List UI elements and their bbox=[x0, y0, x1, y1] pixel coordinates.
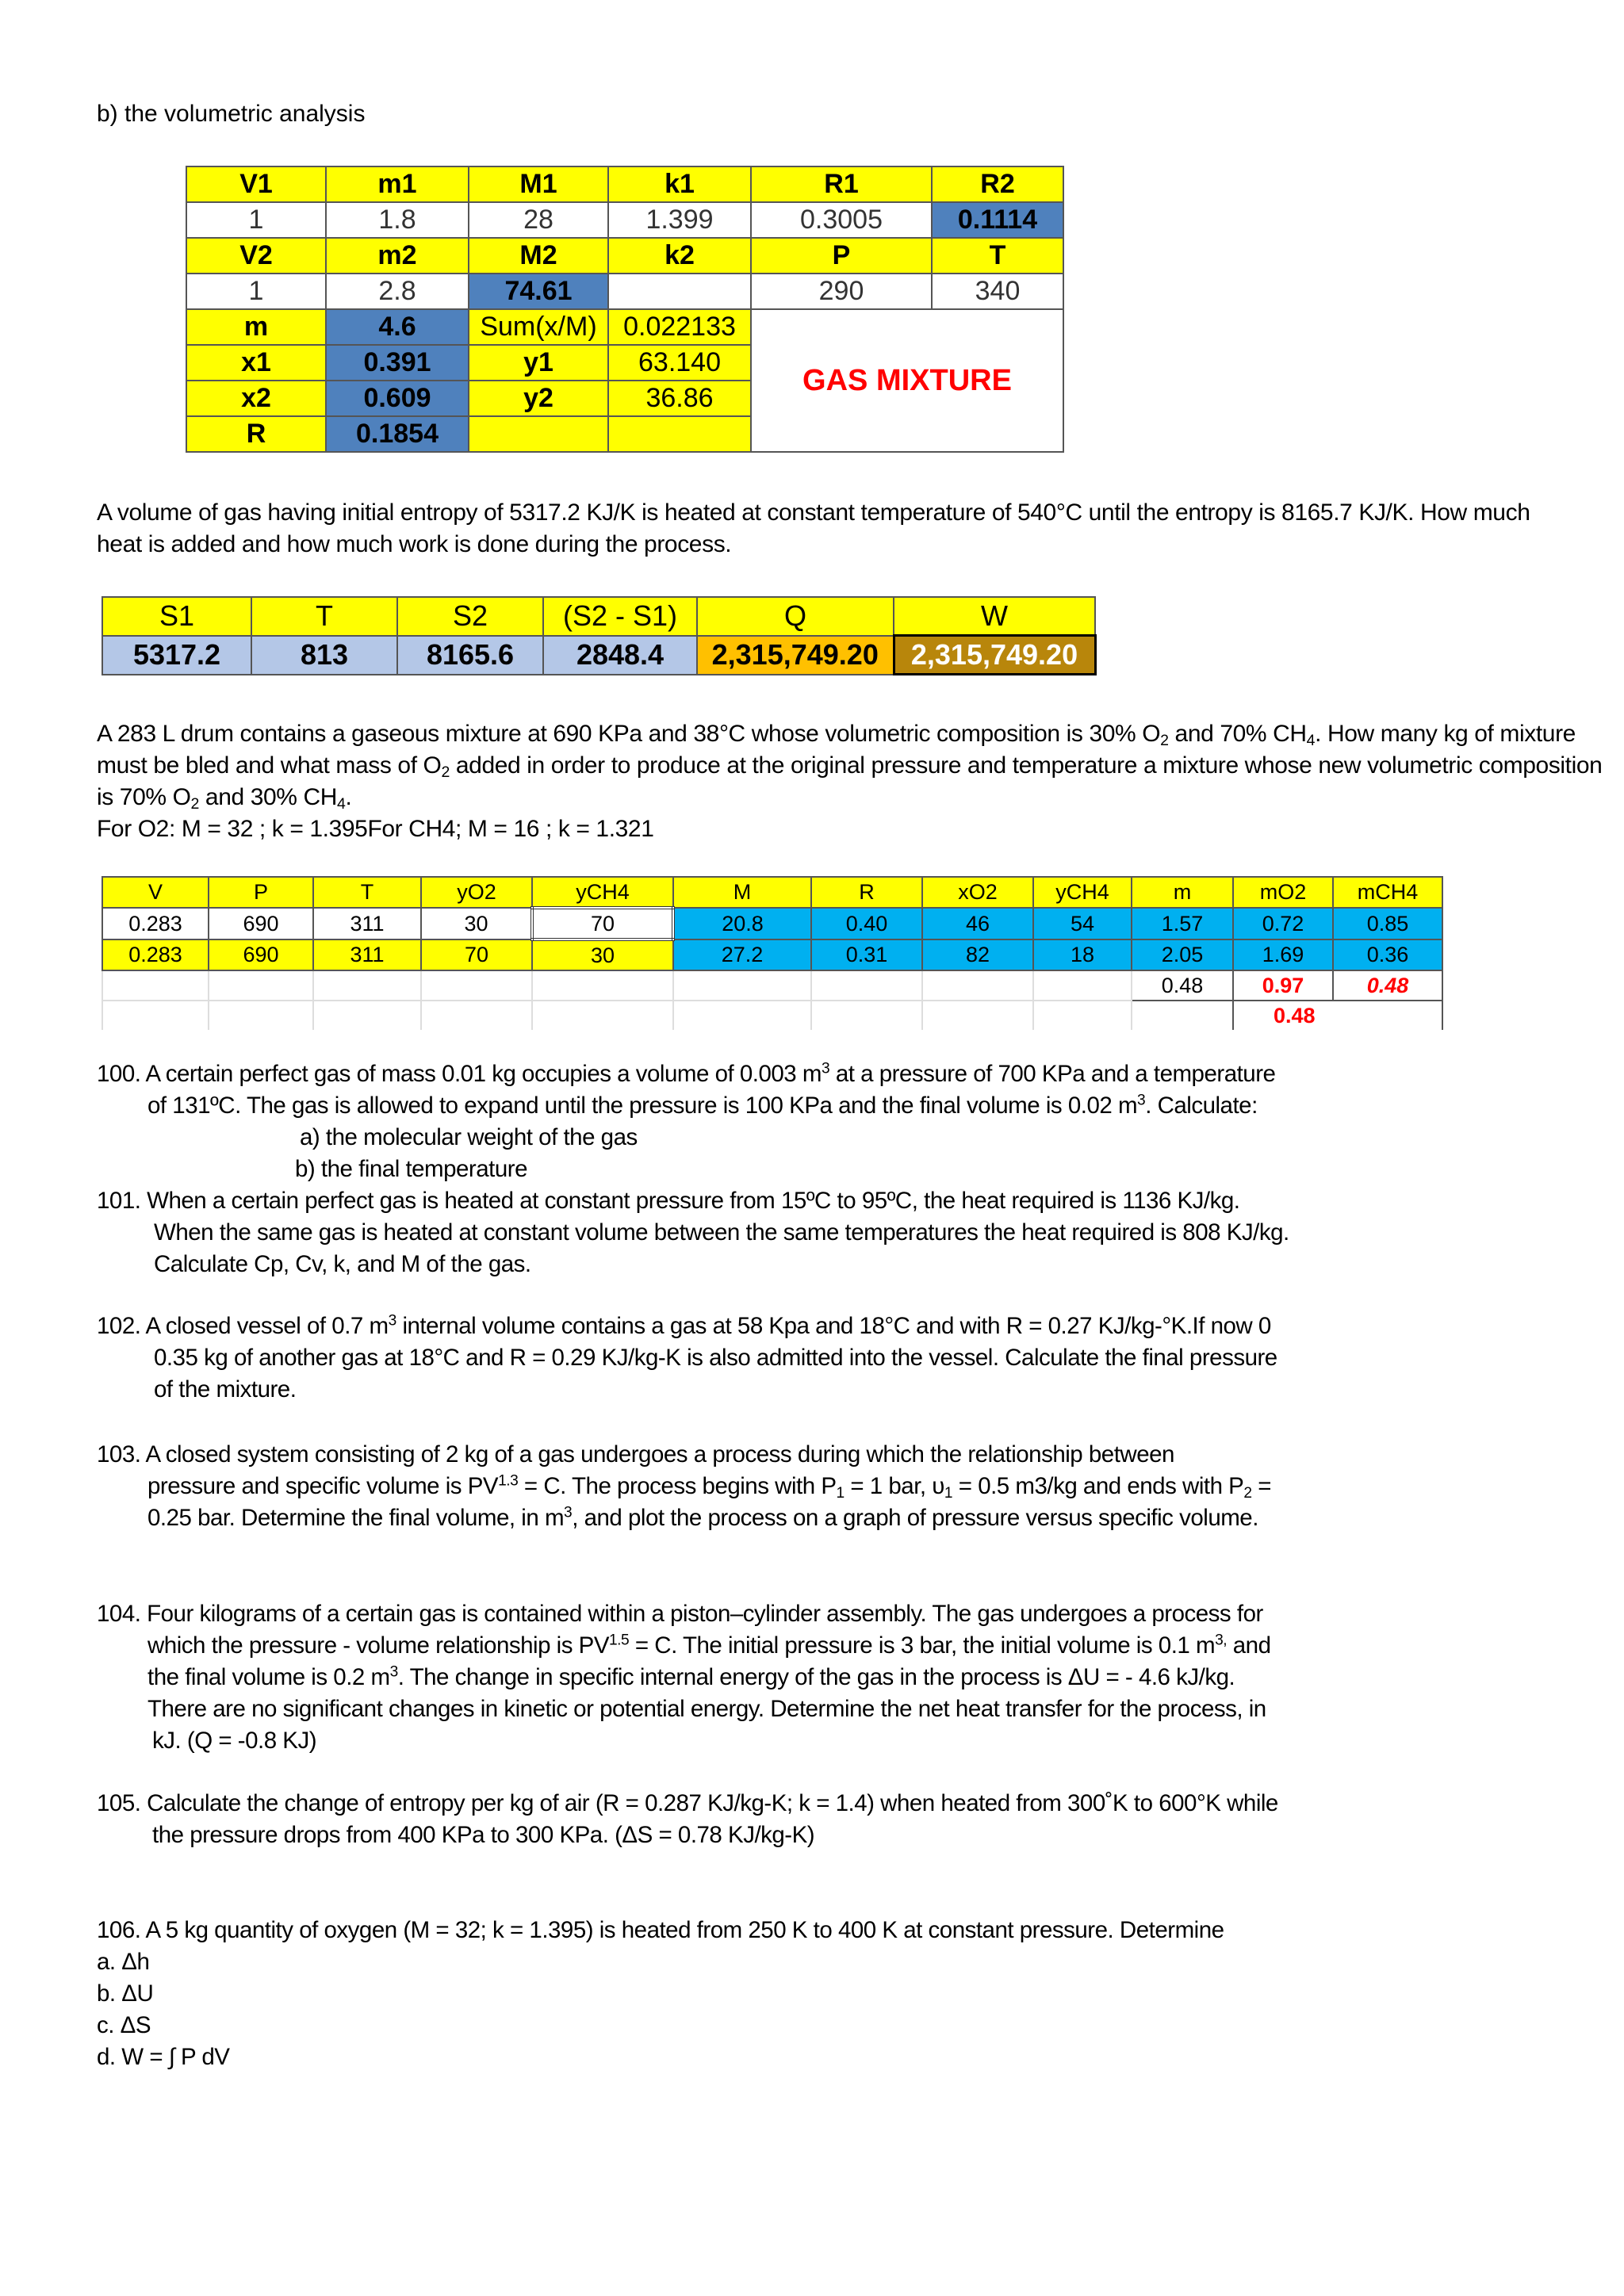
cell bbox=[922, 1001, 1033, 1030]
problem-line bbox=[97, 1502, 1271, 1534]
cell: 20.8 bbox=[673, 908, 811, 939]
cell bbox=[608, 416, 751, 452]
cell: 0.85 bbox=[1333, 908, 1442, 939]
problem-line: kJ. (Q = -0.8 KJ) bbox=[152, 1728, 317, 1754]
cell: 28 bbox=[469, 202, 608, 238]
cell: xO2 bbox=[922, 877, 1033, 908]
superscript: 3 bbox=[389, 1663, 398, 1681]
cell: T bbox=[932, 238, 1063, 274]
cell bbox=[313, 970, 421, 1001]
cell bbox=[102, 1001, 209, 1030]
cell bbox=[313, 1001, 421, 1030]
cell: Sum(x/M) bbox=[469, 309, 608, 345]
text: added in order to produce at the original pressure and temperature a mixture whose new volumetric composition bbox=[449, 752, 1603, 779]
cell: 0.1114 bbox=[932, 202, 1063, 238]
cell: 1 bbox=[186, 202, 326, 238]
section-heading: b) the volumetric analysis bbox=[97, 101, 366, 127]
cell: mO2 bbox=[1233, 877, 1333, 908]
cell: 70 bbox=[421, 939, 532, 970]
superscript: 1.3 bbox=[498, 1472, 519, 1490]
cell bbox=[811, 970, 922, 1001]
text: which the pressure - volume relationship is PV bbox=[147, 1632, 610, 1659]
problem-line: 0.35 kg of another gas at 18°C and R = 0.29 KJ/kg-K is also admitted into the vessel. Calculate the final pressure bbox=[154, 1345, 1277, 1371]
mixture-bleed-table bbox=[102, 876, 1443, 1030]
cell: R1 bbox=[751, 166, 932, 202]
cell: 74.61 bbox=[469, 274, 608, 309]
cell bbox=[1033, 970, 1132, 1001]
problem-105 bbox=[97, 1788, 1278, 1851]
problem-line: 103. A closed system consisting of 2 kg of a gas undergoes a process during which the relationship between bbox=[97, 1441, 1174, 1468]
cell: x2 bbox=[186, 381, 326, 416]
cell bbox=[811, 1001, 922, 1030]
text: must be bled and what mass of O bbox=[97, 752, 442, 779]
cell: P bbox=[751, 238, 932, 274]
cell: 1.399 bbox=[608, 202, 751, 238]
cell: 1.8 bbox=[326, 202, 469, 238]
superscript: 1.5 bbox=[609, 1632, 630, 1649]
cell: 0.1854 bbox=[326, 416, 469, 452]
cell: 0.40 bbox=[811, 908, 922, 939]
cell: 1.69 bbox=[1233, 939, 1333, 970]
cell: m bbox=[186, 309, 326, 345]
cell: 0.97 bbox=[1233, 970, 1333, 1001]
cell: 2,315,749.20 bbox=[697, 636, 894, 675]
entropy-table bbox=[102, 596, 1097, 675]
drum-line: For O2: M = 32 ; k = 1.395For CH4; M = 16 ; k = 1.321 bbox=[97, 816, 654, 842]
text: = bbox=[1251, 1473, 1271, 1499]
drum-line bbox=[97, 782, 1548, 813]
cell bbox=[673, 970, 811, 1001]
text: = 0.5 m3/kg and ends with P bbox=[952, 1473, 1244, 1499]
problem-line bbox=[97, 1058, 1275, 1090]
cell: V2 bbox=[186, 238, 326, 274]
cell: 0.36 bbox=[1333, 939, 1442, 970]
cell: 30 bbox=[421, 908, 532, 939]
gas-mixture-label: GAS MIXTURE bbox=[751, 309, 1063, 452]
cell: m bbox=[1132, 877, 1233, 908]
cell: M2 bbox=[469, 238, 608, 274]
entropy-problem: A volume of gas having initial entropy of 5317.2 KJ/K is heated at constant temperature of 540°C until the entropy is 8165.7 KJ/K. How much heat is added and how much work is done during the process. bbox=[97, 499, 1530, 557]
cell: T bbox=[313, 877, 421, 908]
text: and 30% CH bbox=[198, 784, 338, 810]
cell: R2 bbox=[932, 166, 1063, 202]
subscript: 1 bbox=[944, 1484, 953, 1502]
text: pressure and specific volume is PV bbox=[147, 1473, 499, 1499]
problem-line bbox=[97, 1311, 1277, 1342]
cell: S1 bbox=[102, 597, 251, 636]
cell: y1 bbox=[469, 345, 608, 381]
drum-problem bbox=[97, 718, 1603, 845]
cell: 18 bbox=[1033, 939, 1132, 970]
problem-line bbox=[97, 1630, 1270, 1662]
cell bbox=[209, 970, 313, 1001]
cell: 0.391 bbox=[326, 345, 469, 381]
cell bbox=[1033, 1001, 1132, 1030]
cell: 5317.2 bbox=[102, 636, 251, 675]
cell: 311 bbox=[313, 939, 421, 970]
cell: 0.609 bbox=[326, 381, 469, 416]
cell: 290 bbox=[751, 274, 932, 309]
cell: k2 bbox=[608, 238, 751, 274]
cell: P bbox=[209, 877, 313, 908]
cell: 2.8 bbox=[326, 274, 469, 309]
problem-104 bbox=[97, 1598, 1270, 1757]
text: and bbox=[1227, 1632, 1271, 1659]
text: = C. The process begins with P bbox=[518, 1473, 837, 1499]
drum-line bbox=[97, 718, 1576, 750]
cell: T bbox=[251, 597, 397, 636]
cell: 311 bbox=[313, 908, 421, 939]
problem-line: the pressure drops from 400 KPa to 300 KPa. (ΔS = 0.78 KJ/kg-K) bbox=[152, 1822, 815, 1848]
cell: W bbox=[894, 597, 1095, 636]
problem-line: 101. When a certain perfect gas is heated at constant pressure from 15ºC to 95ºC, the heat required is 1136 KJ/kg. bbox=[97, 1188, 1240, 1214]
cell: 63.140 bbox=[608, 345, 751, 381]
cell: m1 bbox=[326, 166, 469, 202]
problem-subitem: d. W = ∫ P dV bbox=[97, 2044, 230, 2070]
cell: 46 bbox=[922, 908, 1033, 939]
problem-subitem: b) the final temperature bbox=[295, 1156, 527, 1182]
problem-100 bbox=[97, 1058, 1275, 1185]
superscript: 3 bbox=[564, 1504, 573, 1521]
problem-line: When the same gas is heated at constant volume between the same temperatures the heat required is 808 KJ/kg. bbox=[154, 1219, 1289, 1246]
cell: 690 bbox=[209, 908, 313, 939]
cell: 36.86 bbox=[608, 381, 751, 416]
text: A 283 L drum contains a gaseous mixture at 690 KPa and 38°C whose volumetric composition is 30% O bbox=[97, 721, 1161, 747]
cell: 690 bbox=[209, 939, 313, 970]
text: 100. A certain perfect gas of mass 0.01 kg occupies a volume of 0.003 m bbox=[97, 1061, 822, 1087]
cell: M1 bbox=[469, 166, 608, 202]
problem-102 bbox=[97, 1311, 1277, 1406]
superscript: 3 bbox=[388, 1312, 396, 1330]
subscript: 2 bbox=[1160, 731, 1169, 749]
cell: 0.283 bbox=[102, 939, 209, 970]
cell: 27.2 bbox=[673, 939, 811, 970]
cell: 0.48 bbox=[1132, 970, 1233, 1001]
drum-line bbox=[97, 750, 1603, 782]
cell: 0.48 bbox=[1233, 1001, 1442, 1030]
cell: x1 bbox=[186, 345, 326, 381]
text: the final volume is 0.2 m bbox=[147, 1664, 390, 1690]
cell: 30 bbox=[532, 939, 673, 970]
cell: 0.283 bbox=[102, 908, 209, 939]
subscript: 2 bbox=[1243, 1484, 1252, 1502]
cell: y2 bbox=[469, 381, 608, 416]
text: is 70% O bbox=[97, 784, 191, 810]
problem-subitem: a) the molecular weight of the gas bbox=[300, 1124, 638, 1150]
cell bbox=[102, 970, 209, 1001]
cell: Q bbox=[697, 597, 894, 636]
cell bbox=[922, 970, 1033, 1001]
text: = 1 bar, υ bbox=[844, 1473, 944, 1499]
superscript: 3 bbox=[1137, 1092, 1146, 1109]
cell: mCH4 bbox=[1333, 877, 1442, 908]
cell bbox=[673, 1001, 811, 1030]
cell: V1 bbox=[186, 166, 326, 202]
cell: 0.72 bbox=[1233, 908, 1333, 939]
problem-101 bbox=[97, 1185, 1289, 1280]
superscript: 3, bbox=[1215, 1632, 1228, 1649]
text: . How many kg of mixture bbox=[1315, 721, 1576, 747]
cell bbox=[209, 1001, 313, 1030]
cell: 0.3005 bbox=[751, 202, 932, 238]
problem-line bbox=[97, 1471, 1271, 1502]
problem-subitem: c. ΔS bbox=[97, 2012, 151, 2038]
text: . The change in specific internal energy of the gas in the process is ΔU = - 4.6 kJ/kg. bbox=[397, 1664, 1235, 1690]
cell: S2 bbox=[397, 597, 543, 636]
problem-subitem: b. ΔU bbox=[97, 1980, 154, 2007]
problem-line: Calculate Cp, Cv, k, and M of the gas. bbox=[154, 1251, 531, 1277]
text: , and plot the process on a graph of pressure versus specific volume. bbox=[572, 1505, 1258, 1531]
text: . bbox=[345, 784, 352, 810]
text: 102. A closed vessel of 0.7 m bbox=[97, 1313, 389, 1339]
cell: 813 bbox=[251, 636, 397, 675]
cell: 4.6 bbox=[326, 309, 469, 345]
problem-line: 104. Four kilograms of a certain gas is contained within a piston–cylinder assembly. The gas undergoes a process for bbox=[97, 1601, 1263, 1627]
problem-103 bbox=[97, 1439, 1271, 1534]
cell: 1.57 bbox=[1132, 908, 1233, 939]
gas-mixture-table bbox=[186, 166, 1064, 453]
problem-line bbox=[97, 1090, 1275, 1122]
cell bbox=[1132, 1001, 1233, 1030]
subscript: 2 bbox=[441, 763, 450, 781]
cell: 2,315,749.20 bbox=[894, 636, 1095, 675]
cell bbox=[421, 1001, 532, 1030]
cell bbox=[532, 970, 673, 1001]
cell: 2.05 bbox=[1132, 939, 1233, 970]
cell bbox=[608, 274, 751, 309]
subscript: 4 bbox=[1306, 731, 1316, 749]
problem-subitem: a. Δh bbox=[97, 1949, 150, 1975]
cell: 2848.4 bbox=[543, 636, 697, 675]
cell: yCH4 bbox=[532, 877, 673, 908]
subscript: 4 bbox=[337, 794, 346, 813]
cell: yCH4 bbox=[1033, 877, 1132, 908]
cell: R bbox=[811, 877, 922, 908]
cell: 1 bbox=[186, 274, 326, 309]
cell: 82 bbox=[922, 939, 1033, 970]
cell: 0.48 bbox=[1333, 970, 1442, 1001]
problem-106 bbox=[97, 1915, 1224, 2073]
text: 0.25 bar. Determine the final volume, in m bbox=[147, 1505, 565, 1531]
text: of 131ºC. The gas is allowed to expand until the pressure is 100 KPa and the final volume is 0.02 m bbox=[147, 1093, 1138, 1119]
cell: (S2 - S1) bbox=[543, 597, 697, 636]
cell: 340 bbox=[932, 274, 1063, 309]
text: . Calculate: bbox=[1145, 1093, 1258, 1119]
problem-line: There are no significant changes in kinetic or potential energy. Determine the net heat transfer for the process, in bbox=[147, 1696, 1266, 1722]
problem-line: 106. A 5 kg quantity of oxygen (M = 32; k = 1.395) is heated from 250 K to 400 K at constant pressure. Determine bbox=[97, 1917, 1224, 1943]
text: internal volume contains a gas at 58 Kpa and 18°C and with R = 0.27 KJ/kg-°K.If now 0 bbox=[396, 1313, 1271, 1339]
cell: M bbox=[673, 877, 811, 908]
text: at a pressure of 700 KPa and a temperature bbox=[829, 1061, 1276, 1087]
cell bbox=[532, 1001, 673, 1030]
cell: V bbox=[102, 877, 209, 908]
subscript: 2 bbox=[190, 794, 199, 813]
text: and 70% CH bbox=[1168, 721, 1307, 747]
cell: k1 bbox=[608, 166, 751, 202]
cell: 8165.6 bbox=[397, 636, 543, 675]
problem-line: 105. Calculate the change of entropy per kg of air (R = 0.287 KJ/kg-K; k = 1.4) when heated from 300˚K to 600°K while bbox=[97, 1790, 1278, 1816]
cell: m2 bbox=[326, 238, 469, 274]
cell: 70 bbox=[532, 908, 673, 939]
subscript: 1 bbox=[836, 1484, 845, 1502]
cell bbox=[421, 970, 532, 1001]
cell: 0.31 bbox=[811, 939, 922, 970]
cell: yO2 bbox=[421, 877, 532, 908]
cell: R bbox=[186, 416, 326, 452]
cell: 54 bbox=[1033, 908, 1132, 939]
cell bbox=[469, 416, 608, 452]
superscript: 3 bbox=[821, 1060, 830, 1077]
cell: 0.022133 bbox=[608, 309, 751, 345]
problem-line bbox=[97, 1662, 1270, 1693]
problem-line: of the mixture. bbox=[154, 1376, 297, 1402]
text: = C. The initial pressure is 3 bar, the initial volume is 0.1 m bbox=[629, 1632, 1216, 1659]
